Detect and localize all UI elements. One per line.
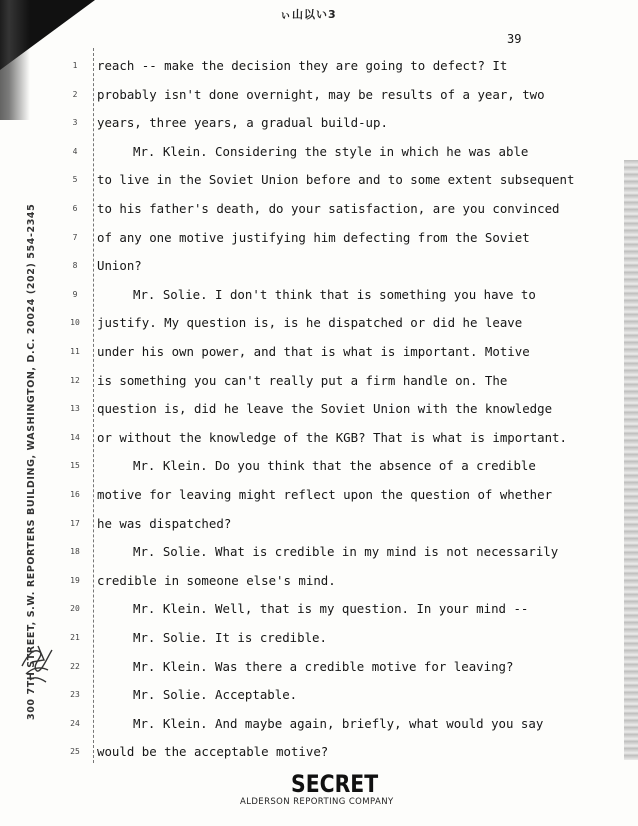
transcript-line: Mr. Solie. What is credible in my mind is not necessarily: [133, 544, 559, 560]
handwritten-signature-icon: [18, 636, 58, 686]
margin-rule: [93, 48, 94, 763]
line-number: 3: [72, 118, 78, 128]
transcript-line: Mr. Klein. And maybe again, briefly, what would you say: [133, 715, 544, 731]
line-number: 21: [70, 633, 80, 642]
transcript-line: years, three years, a gradual build-up.: [97, 115, 388, 131]
reporting-company: ALDERSON REPORTING COMPANY: [240, 797, 394, 807]
transcript-line: Mr. Klein. Was there a credible motive for leaving?: [133, 658, 514, 674]
transcript-line: he was dispatched?: [97, 515, 232, 531]
transcript-line: question is, did he leave the Soviet Union with the knowledge: [97, 401, 553, 417]
transcript-line: justify. My question is, is he dispatched or did he leave: [97, 315, 523, 331]
line-number: 25: [70, 747, 80, 757]
transcript-line: or without the knowledge of the KGB? That is what is important.: [97, 429, 567, 445]
transcript-line: Mr. Klein. Do you think that the absence of a credible: [133, 458, 536, 474]
line-number: 1: [72, 61, 78, 70]
page-number: 39: [507, 32, 522, 46]
classification-stamp: SECRET: [291, 770, 379, 798]
transcript-line: is something you can't really put a firm handle on. The: [97, 372, 508, 388]
transcript-line: under his own power, and that is what is important. Motive: [97, 344, 530, 359]
line-number: 11: [70, 347, 80, 356]
line-number: 4: [72, 146, 78, 156]
line-number: 20: [70, 604, 80, 614]
line-number: 24: [70, 718, 80, 728]
line-number: 9: [72, 289, 78, 299]
transcript-line: Mr. Klein. Considering the style in which he was able: [133, 143, 529, 159]
line-number: 23: [70, 690, 80, 700]
transcript-line: Mr. Solie. I don't think that is something you have to: [133, 286, 536, 302]
line-number: 18: [70, 547, 80, 557]
line-number: 2: [72, 89, 78, 99]
line-number: 13: [70, 404, 80, 414]
transcript-line: credible in someone else's mind.: [97, 572, 336, 588]
transcript-line: of any one motive justifying him defecting from the Soviet: [97, 229, 530, 245]
line-number: 10: [70, 318, 80, 328]
transcript-line: Mr. Solie. It is credible.: [133, 630, 327, 645]
line-number: 22: [70, 661, 80, 671]
scan-edge-shadow: [0, 0, 30, 120]
line-number: 14: [70, 432, 80, 442]
transcript-line: to live in the Soviet Union before and to some extent subsequent: [97, 172, 575, 188]
line-number: 7: [72, 232, 78, 242]
line-number: 12: [70, 375, 80, 385]
header-mark: ぃ山以い3: [280, 8, 337, 21]
line-number: 16: [70, 490, 80, 499]
reporter-address-stamp: 300 7TH STREET, S.W. REPORTERS BUILDING, WASHINGTON, D.C. 20024 (202) 554-2345: [26, 203, 37, 720]
line-number: 15: [70, 461, 80, 471]
transcript-line: Union?: [97, 258, 142, 274]
transcript-line: to his father's death, do your satisfaction, are you convinced: [97, 201, 560, 216]
line-number: 6: [72, 204, 78, 213]
scan-right-edge: [624, 160, 638, 760]
transcript-line: would be the acceptable motive?: [97, 744, 329, 760]
transcript-line: Mr. Solie. Acceptable.: [133, 687, 298, 703]
line-number: 17: [70, 518, 80, 528]
line-number: 5: [72, 175, 78, 185]
transcript-line: Mr. Klein. Well, that is my question. In your mind --: [133, 601, 529, 617]
transcript-line: reach -- make the decision they are going to defect? It: [97, 58, 508, 73]
line-number: 19: [70, 575, 80, 585]
transcript-line: motive for leaving might reflect upon the question of whether: [97, 487, 553, 502]
line-number: 8: [72, 261, 78, 271]
transcript-line: probably isn't done overnight, may be results of a year, two: [97, 86, 545, 102]
